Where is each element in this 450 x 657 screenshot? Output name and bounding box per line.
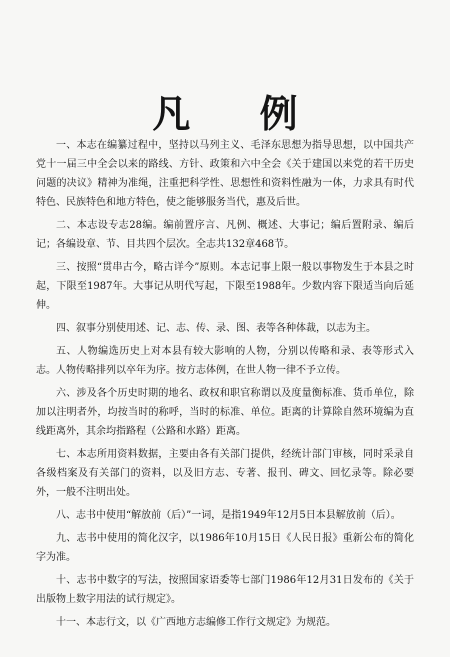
guideline-paragraph-8: 八、志书中使用“解放前（后）”一词，是指1949年12月5日本县解放前（后）。 xyxy=(56,510,401,521)
guidelines-body xyxy=(36,136,414,632)
page-title: 凡 例 xyxy=(152,91,326,136)
guideline-paragraph-1: 一、本志在编纂过程中，坚持以马列主义、毛泽东思想为指导思想，以中国共产党十一届三中全会以来的路线、方针、政策和六中全会《关于建国以来党的若干历史问题的决议》精神为准绳，注重把科学性、思想性和资料性融为一体，力求具有时代特色、民族特色和地方特色，使之能够服务当代，惠及后世。 xyxy=(36,140,414,208)
guideline-paragraph-9: 九、志书中使用的简化汉字，以1986年10月15日《人民日报》重新公布的简化字为准。 xyxy=(36,533,414,563)
guideline-paragraph-11: 十一、本志行文，以《广西地方志编修工作行文规定》为规范。 xyxy=(56,617,336,628)
guideline-paragraph-2: 二、本志设专志28编。编前置序言、凡例、概述、大事记；编后置附录、编后记；各编设章、节、目共四个层次。全志共132章468节。 xyxy=(36,220,414,250)
guideline-paragraph-6: 六、涉及各个历史时期的地名、政权和职官称谓以及度量衡标准、货币单位，除加以注明者外，均按当时的称呼，当时的标准、单位。距离的计算除自然环境编为直线距离外，其余均指路程（公路和水路）距离。 xyxy=(36,388,414,437)
guideline-paragraph-7: 七、本志所用资料数据，主要由各有关部门提供，经统计部门审核，同时采录自各级档案及有关部门的资料，以及旧方志、专著、报刊、碑文、回忆录等。除必要外，一般不注明出处。 xyxy=(36,449,414,498)
guideline-paragraph-5: 五、人物编选历史上对本县有较大影响的人物，分别以传略和录、表等形式入志。人物传略排列以卒年为序。按方志体例，在世人物一律不予立传。 xyxy=(36,346,414,376)
guideline-paragraph-4: 四、叙事分别使用述、记、志、传、录、图、表等各种体裁，以志为主。 xyxy=(56,323,376,334)
guideline-paragraph-3: 三、按照“贯串古今，略古详今”原则。本志记事上限一般以事物发生于本县之时起，下限至1987年。大事记从明代写起，下限至1988年。少数内容下限适当向后延伸。 xyxy=(36,262,414,311)
guideline-paragraph-10: 十、志书中数字的写法，按照国家语委等七部门1986年12月31日发布的《关于出版物上数字用法的试行规定》。 xyxy=(36,575,414,605)
